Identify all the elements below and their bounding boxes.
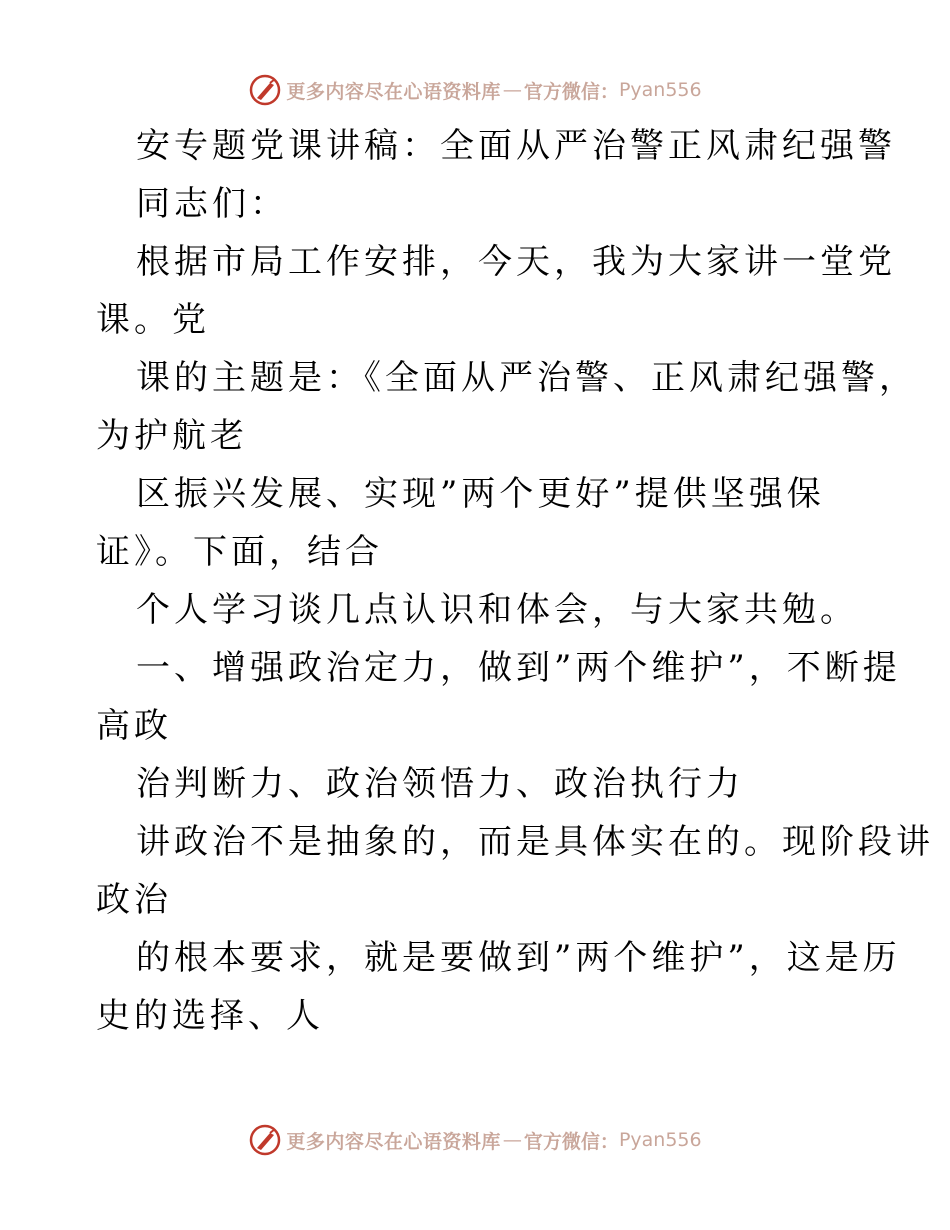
doc-line: 课的主题是：《全面从严治警、正风肃纪强警， (136, 358, 917, 398)
header-banner-text: 更多内容尽在心语资料库 (286, 80, 501, 103)
doc-line: 高政 (96, 706, 172, 746)
doc-line: 同志们： (136, 184, 288, 224)
doc-line: 个人学习谈几点认识和体会，与大家共勉。 (136, 590, 858, 630)
quill-pen-logo-icon (248, 73, 282, 107)
footer-banner-sub: 官方微信： (523, 1130, 619, 1153)
doc-line: 史的选择、人 (96, 996, 324, 1036)
footer-banner-text: 更多内容尽在心语资料库 (286, 1130, 501, 1153)
doc-line: 区振兴发展、实现”两个更好”提供坚强保 (136, 474, 825, 514)
doc-line: 讲政治不是抽象的，而是具体实在的。现阶段讲 (136, 822, 934, 862)
doc-line: 为护航老 (96, 416, 248, 456)
quill-pen-logo-icon (248, 1123, 282, 1157)
doc-line: 政治 (96, 880, 172, 920)
header-banner-dash: — (502, 79, 522, 101)
header-watermark-banner (0, 70, 950, 110)
doc-line: 一、增强政治定力，做到”两个维护”，不断提 (136, 648, 901, 688)
doc-line: 治判断力、政治领悟力、政治执行力 (136, 764, 744, 804)
doc-line: 安专题党课讲稿：全面从严治警正风肃纪强警 (136, 126, 896, 166)
document-body (96, 117, 934, 1045)
footer-watermark-banner (0, 1120, 950, 1160)
doc-line: 证》。下面，结合 (96, 532, 383, 572)
footer-banner-dash: — (502, 1129, 522, 1151)
header-banner-sub: 官方微信： (523, 80, 619, 103)
footer-banner-id: Pyan556 (618, 1129, 702, 1151)
doc-line: 根据市局工作安排，今天，我为大家讲一堂党 (136, 242, 896, 282)
doc-line: 的根本要求，就是要做到”两个维护”，这是历 (136, 938, 901, 978)
doc-line: 课。党 (96, 300, 210, 340)
header-banner-id: Pyan556 (618, 79, 702, 101)
